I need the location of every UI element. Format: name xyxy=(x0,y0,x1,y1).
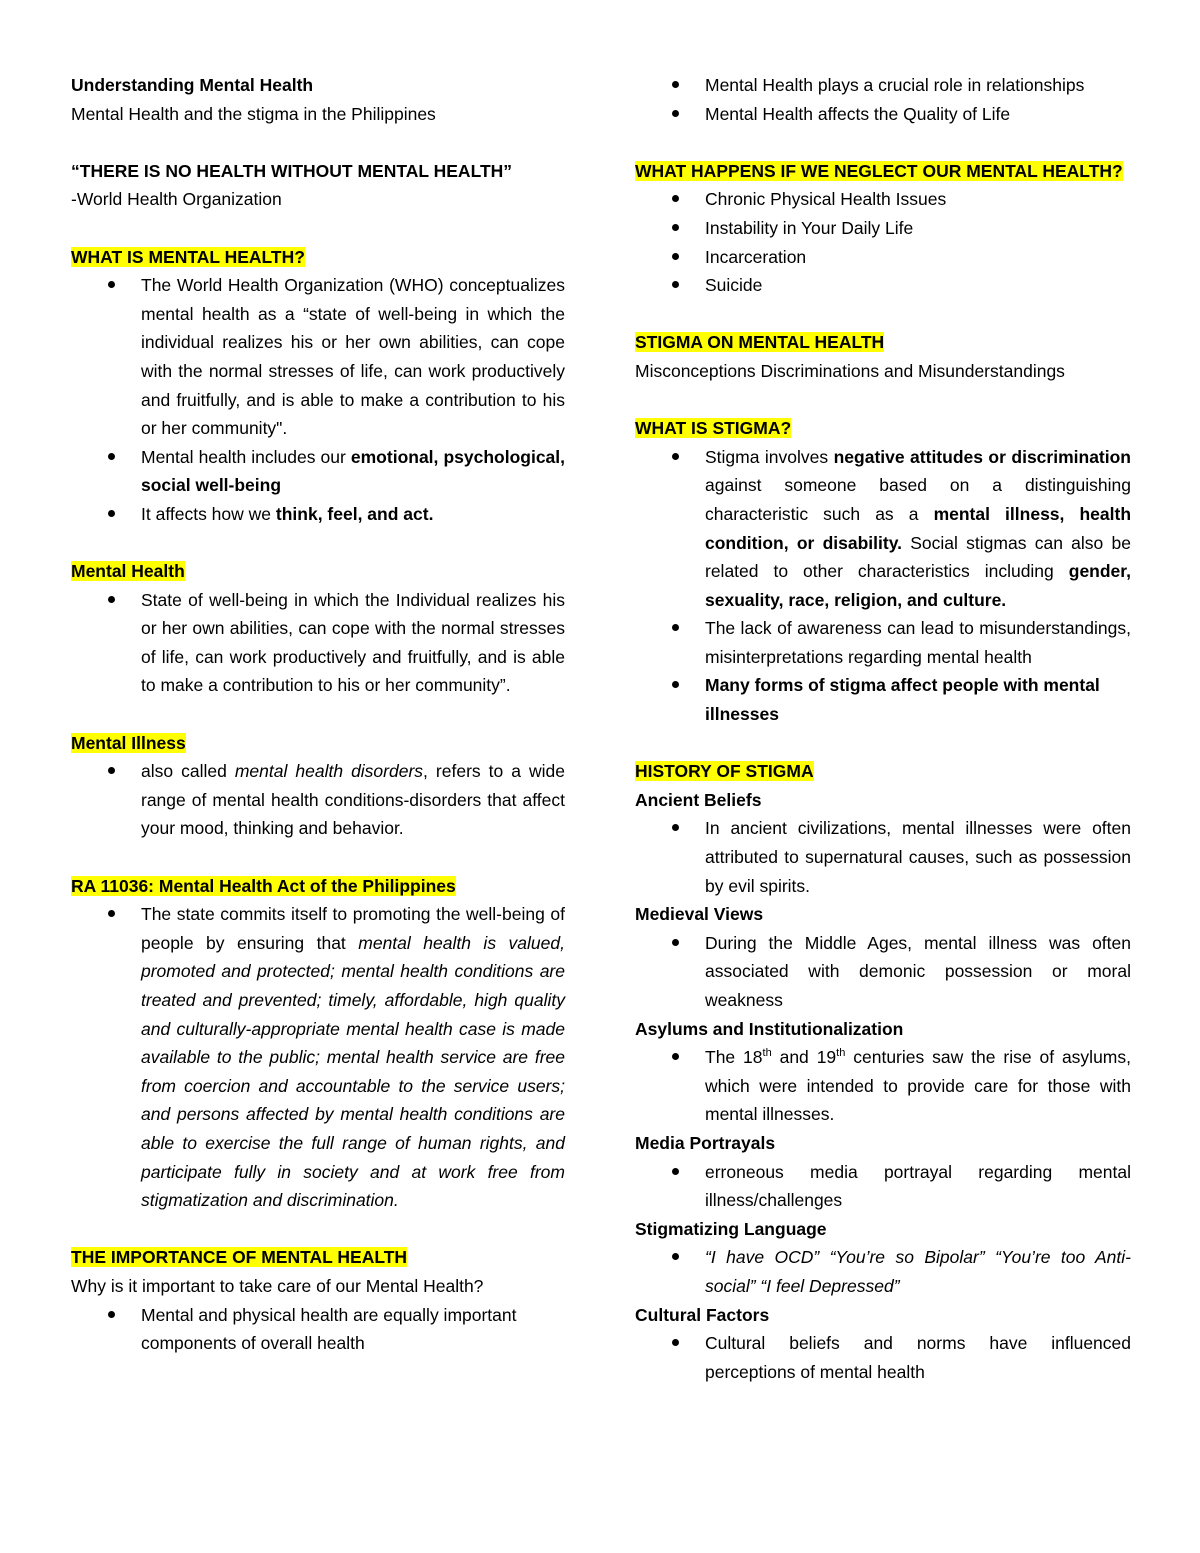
list-item: Many forms of stigma affect people with mental illnesses xyxy=(635,671,1131,728)
section-heading-history-of-stigma: HISTORY OF STIGMA xyxy=(635,761,814,782)
asylums-list xyxy=(635,1043,1131,1129)
section-heading-stigma-on-mental-health: STIGMA ON MENTAL HEALTH xyxy=(635,332,885,353)
bullet-dot-icon xyxy=(672,453,679,460)
bullet-dot-icon xyxy=(672,939,679,946)
importance-subheading: Why is it important to take care of our Mental Health? xyxy=(71,1275,484,1296)
bullet-dot-icon xyxy=(108,596,115,603)
list-item: The state commits itself to promoting the well-being of people by ensuring that mental health is valued, promoted and protected; mental health conditions are treated and prevented; timely, affordable, high quality and culturally-appropriate mental health case is made available to the public; mental health service are free from coercion and accountable to the service users; and persons affected by mental health conditions are able to exercise the full range of human rights, and participate fully in society and at work free from stigmatization and discrimination. xyxy=(71,900,565,1215)
bullet-dot-icon xyxy=(672,195,679,202)
list-item: Mental Health affects the Quality of Life xyxy=(635,100,1131,129)
list-item: Instability in Your Daily Life xyxy=(635,214,1131,243)
section-heading-mental-health: Mental Health xyxy=(71,561,185,582)
list-item: In ancient civilizations, mental illnesses were often attributed to supernatural causes, such as possession by evil spirits. xyxy=(635,814,1131,900)
quote-source: -World Health Organization xyxy=(71,189,282,210)
list-item: Incarceration xyxy=(635,243,1131,272)
list-item: also called mental health disorders, refers to a wide range of mental health conditions-disorders that affect your mood, thinking and behavior. xyxy=(71,757,565,843)
bullet-dot-icon xyxy=(672,1168,679,1175)
subheading-stigmatizing-language: Stigmatizing Language xyxy=(635,1218,827,1239)
list-item: Mental and physical health are equally important components of overall health xyxy=(71,1301,565,1358)
list-item: The lack of awareness can lead to misunderstandings, misinterpretations regarding mental health xyxy=(635,614,1131,671)
subheading-media-portrayals: Media Portrayals xyxy=(635,1132,776,1153)
importance-list xyxy=(71,1301,565,1358)
right-column xyxy=(635,71,1131,1386)
bullet-dot-icon xyxy=(108,453,115,460)
language-list xyxy=(635,1243,1131,1300)
cultural-list xyxy=(635,1329,1131,1386)
bullet-dot-icon xyxy=(672,81,679,88)
neglect-list xyxy=(635,185,1131,299)
section-heading-what-is-mental-health: WHAT IS MENTAL HEALTH? xyxy=(71,246,305,267)
subheading-asylums: Asylums and Institutionalization xyxy=(635,1018,904,1039)
bullet-dot-icon xyxy=(108,510,115,517)
section-heading-neglect: WHAT HAPPENS IF WE NEGLECT OUR MENTAL HEALTH? xyxy=(635,160,1123,181)
list-item: Mental health includes our emotional, psychological, social well-being xyxy=(71,443,565,500)
subheading-medieval-views: Medieval Views xyxy=(635,904,764,925)
document-subtitle: Mental Health and the stigma in the Philippines xyxy=(71,103,436,124)
who-quote: “THERE IS NO HEALTH WITHOUT MENTAL HEALTH” xyxy=(71,160,513,181)
list-item: Stigma involves negative attitudes or discrimination against someone based on a distinguishing characteristic such as a mental illness, health condition, or disability. Social stigmas can also be related to other characteristics including gender, sexuality, race, religion, and culture. xyxy=(635,443,1131,615)
list-item: The World Health Organization (WHO) conceptualizes mental health as a “state of well-being in which the individual realizes his or her own abilities, can cope with the normal stresses of life, can work productively and fruitfully, and is able to make a contribution to his or her community". xyxy=(71,271,565,443)
list-item: Chronic Physical Health Issues xyxy=(635,185,1131,214)
subheading-cultural-factors: Cultural Factors xyxy=(635,1304,770,1325)
bullet-dot-icon xyxy=(672,1339,679,1346)
section-heading-mental-illness: Mental Illness xyxy=(71,732,186,753)
bullet-dot-icon xyxy=(672,624,679,631)
section-heading-importance: THE IMPORTANCE OF MENTAL HEALTH xyxy=(71,1247,408,1268)
what-is-stigma-list xyxy=(635,443,1131,729)
list-item: Suicide xyxy=(635,271,1131,300)
bullet-dot-icon xyxy=(672,1253,679,1260)
medieval-list xyxy=(635,929,1131,1015)
bullet-dot-icon xyxy=(672,253,679,260)
subheading-ancient-beliefs: Ancient Beliefs xyxy=(635,789,762,810)
list-item: erroneous media portrayal regarding mental illness/challenges xyxy=(635,1158,1131,1215)
mental-illness-list xyxy=(71,757,565,843)
mental-health-list xyxy=(71,586,565,700)
section-heading-ra-11036: RA 11036: Mental Health Act of the Philippines xyxy=(71,875,456,896)
left-column xyxy=(71,71,565,1358)
list-item: Mental Health plays a crucial role in relationships xyxy=(635,71,1131,100)
bullet-dot-icon xyxy=(672,110,679,117)
importance-list-continued xyxy=(635,71,1131,128)
what-is-list xyxy=(71,271,565,528)
bullet-dot-icon xyxy=(108,910,115,917)
bullet-dot-icon xyxy=(672,224,679,231)
bullet-dot-icon xyxy=(108,1311,115,1318)
list-item: During the Middle Ages, mental illness was often associated with demonic possession or moral weakness xyxy=(635,929,1131,1015)
list-item: Cultural beliefs and norms have influenced perceptions of mental health xyxy=(635,1329,1131,1386)
bullet-dot-icon xyxy=(672,824,679,831)
ancient-list xyxy=(635,814,1131,900)
list-item: The 18th and 19th centuries saw the rise of asylums, which were intended to provide care for those with mental illnesses. xyxy=(635,1043,1131,1129)
bullet-dot-icon xyxy=(672,681,679,688)
list-item: “I have OCD” “You’re so Bipolar” “You’re too Anti-social” “I feel Depressed” xyxy=(635,1243,1131,1300)
list-item: It affects how we think, feel, and act. xyxy=(71,500,565,529)
document-title: Understanding Mental Health xyxy=(71,75,314,95)
bullet-dot-icon xyxy=(672,281,679,288)
media-list xyxy=(635,1158,1131,1215)
bullet-dot-icon xyxy=(672,1053,679,1060)
stigma-subheading: Misconceptions Discriminations and Misunderstandings xyxy=(635,360,1065,381)
bullet-dot-icon xyxy=(108,281,115,288)
list-item: State of well-being in which the Individual realizes his or her own abilities, can cope with the normal stresses of life, can work productively and fruitfully, and is able to make a contribution to his or her community”. xyxy=(71,586,565,700)
ra-list xyxy=(71,900,565,1215)
bullet-dot-icon xyxy=(108,767,115,774)
section-heading-what-is-stigma: WHAT IS STIGMA? xyxy=(635,418,792,439)
